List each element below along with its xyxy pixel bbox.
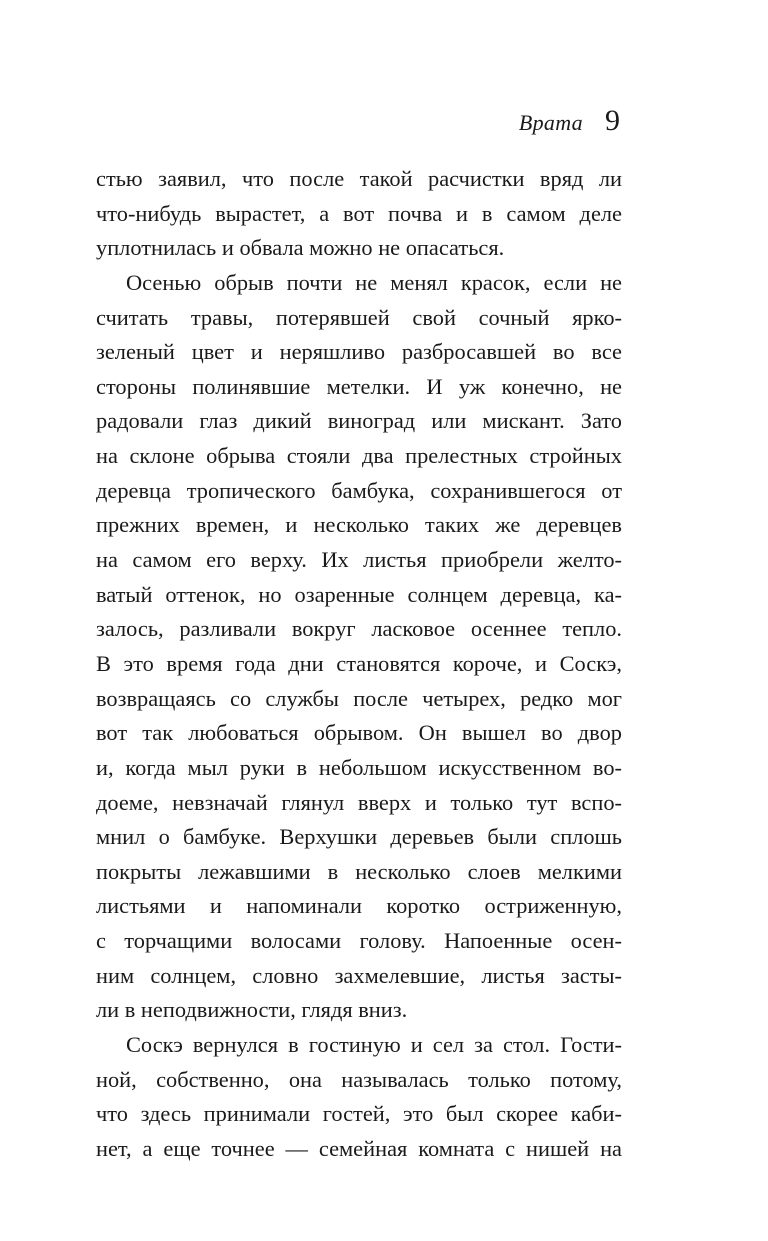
text-line: ватый оттенок, но озаренные солнцем деревца, ка- [96, 581, 622, 607]
text-line: прежних времен, и несколько таких же деревцев [96, 512, 622, 538]
text-line: на склоне обрыва стояли два прелестных стройных [96, 443, 622, 469]
text-line: радовали глаз дикий виноград или мискант. Зато [96, 408, 622, 434]
text-line: ним солнцем, словно захмелевшие, листья засты- [96, 962, 622, 988]
text-line: доеме, невзначай глянул вверх и только тут вспо- [96, 789, 622, 815]
text-line: уплотнилась и обвала можно не опасаться. [96, 235, 505, 261]
text-line: Соскэ вернулся в гостиную и сел за стол. Гости- [126, 1032, 622, 1058]
text-line: с торчащими волосами голову. Напоенные осен- [96, 928, 622, 954]
text-line: залось, разливали вокруг ласковое осеннее тепло. [96, 616, 622, 642]
text-line: стороны полинявшие метелки. И уж конечно, не [96, 373, 622, 399]
text-line: Осенью обрыв почти не менял красок, если не [126, 269, 622, 295]
text-line: что-нибудь вырастет, а вот почва и в самом деле [96, 200, 622, 226]
text-line: считать травы, потерявшей свой сочный ярко- [96, 304, 622, 330]
text-line: деревца тропического бамбука, сохранившегося от [96, 477, 622, 503]
text-line: и, когда мыл руки в небольшом искусственном во- [96, 754, 622, 780]
text-line: нет, а еще точнее — семейная комната с нишей на [96, 1135, 622, 1161]
text-line: ной, собственно, она называлась только потому, [96, 1066, 622, 1092]
running-head [519, 104, 620, 138]
text-line: что здесь принимали гостей, это был скорее каби- [96, 1101, 622, 1127]
text-line: возвращаясь со службы после четырех, редко мог [96, 685, 622, 711]
text-line: вот так любоваться обрывом. Он вышел во двор [96, 720, 622, 746]
text-line: мнил о бамбуке. Верхушки деревьев были сплошь [96, 824, 622, 850]
page-number: 9 [605, 104, 620, 137]
body-text [96, 162, 622, 1167]
text-line: ли в неподвижности, глядя вниз. [96, 997, 408, 1023]
text-line: зеленый цвет и неряшливо разбросавшей во все [96, 339, 622, 365]
text-line: покрыты лежавшими в несколько слоев мелкими [96, 858, 622, 884]
text-line: В это время года дни становятся короче, и Соскэ, [96, 650, 622, 676]
text-line: на самом его верху. Их листья приобрели желто- [96, 547, 622, 573]
text-line: листьями и напоминали коротко остриженную, [96, 893, 622, 919]
text-line: стью заявил, что после такой расчистки вряд ли [96, 166, 622, 191]
running-title: Врата [518, 110, 583, 135]
